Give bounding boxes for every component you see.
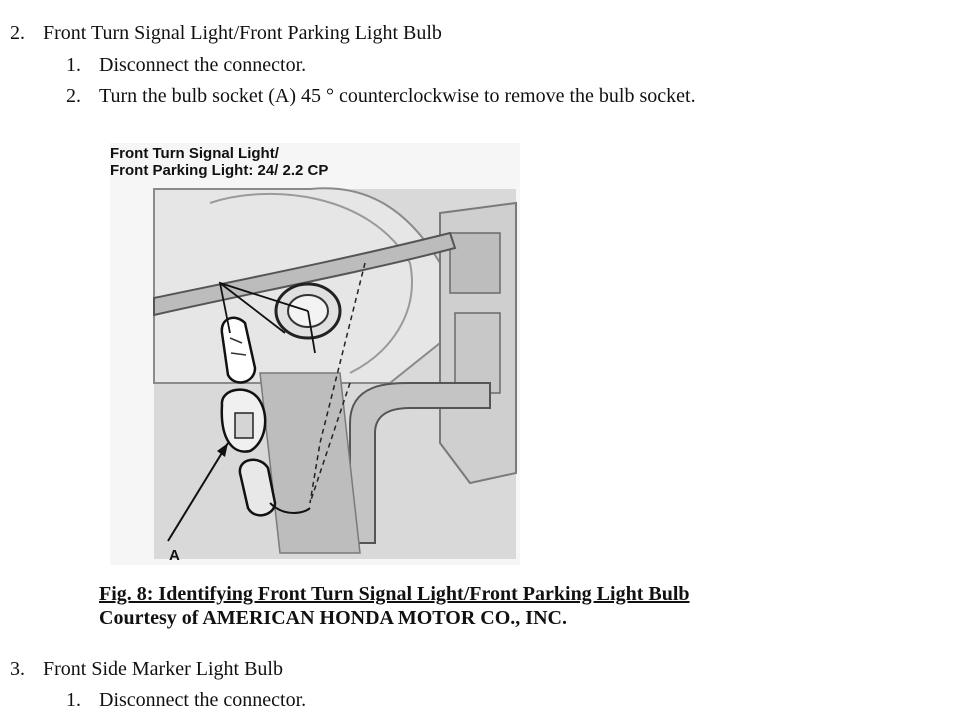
figure-caption: Fig. 8: Identifying Front Turn Signal Light/Front Parking Light Bulb: [99, 583, 690, 605]
step-2-heading: [10, 21, 442, 45]
step-number: 2.: [10, 22, 25, 44]
step-number: 3.: [10, 658, 25, 680]
figure-label-line1: Front Turn Signal Light/: [110, 145, 279, 162]
substep-number: 1.: [66, 689, 81, 711]
step-3-heading: [10, 657, 283, 681]
callout-label-a: A: [169, 547, 180, 564]
step-title: Front Side Marker Light Bulb: [43, 658, 283, 680]
substep-text: Turn the bulb socket (A) 45 ° counterclockwise to remove the bulb socket.: [99, 85, 696, 107]
step-title: Front Turn Signal Light/Front Parking Light Bulb: [43, 22, 442, 44]
substep-2-2: [66, 84, 696, 108]
substep-2-1: [66, 53, 306, 77]
figure-label-line2: Front Parking Light: 24/ 2.2 CP: [110, 162, 329, 179]
substep-text: Disconnect the connector.: [99, 54, 307, 76]
substep-number: 2.: [66, 85, 81, 107]
substep-number: 1.: [66, 54, 81, 76]
substep-3-1: [66, 688, 306, 712]
figure-credit: Courtesy of AMERICAN HONDA MOTOR CO., INC.: [99, 607, 567, 629]
substep-text: Disconnect the connector.: [99, 689, 307, 711]
figure-illustration: [110, 143, 520, 565]
headlight-diagram: [110, 143, 520, 565]
